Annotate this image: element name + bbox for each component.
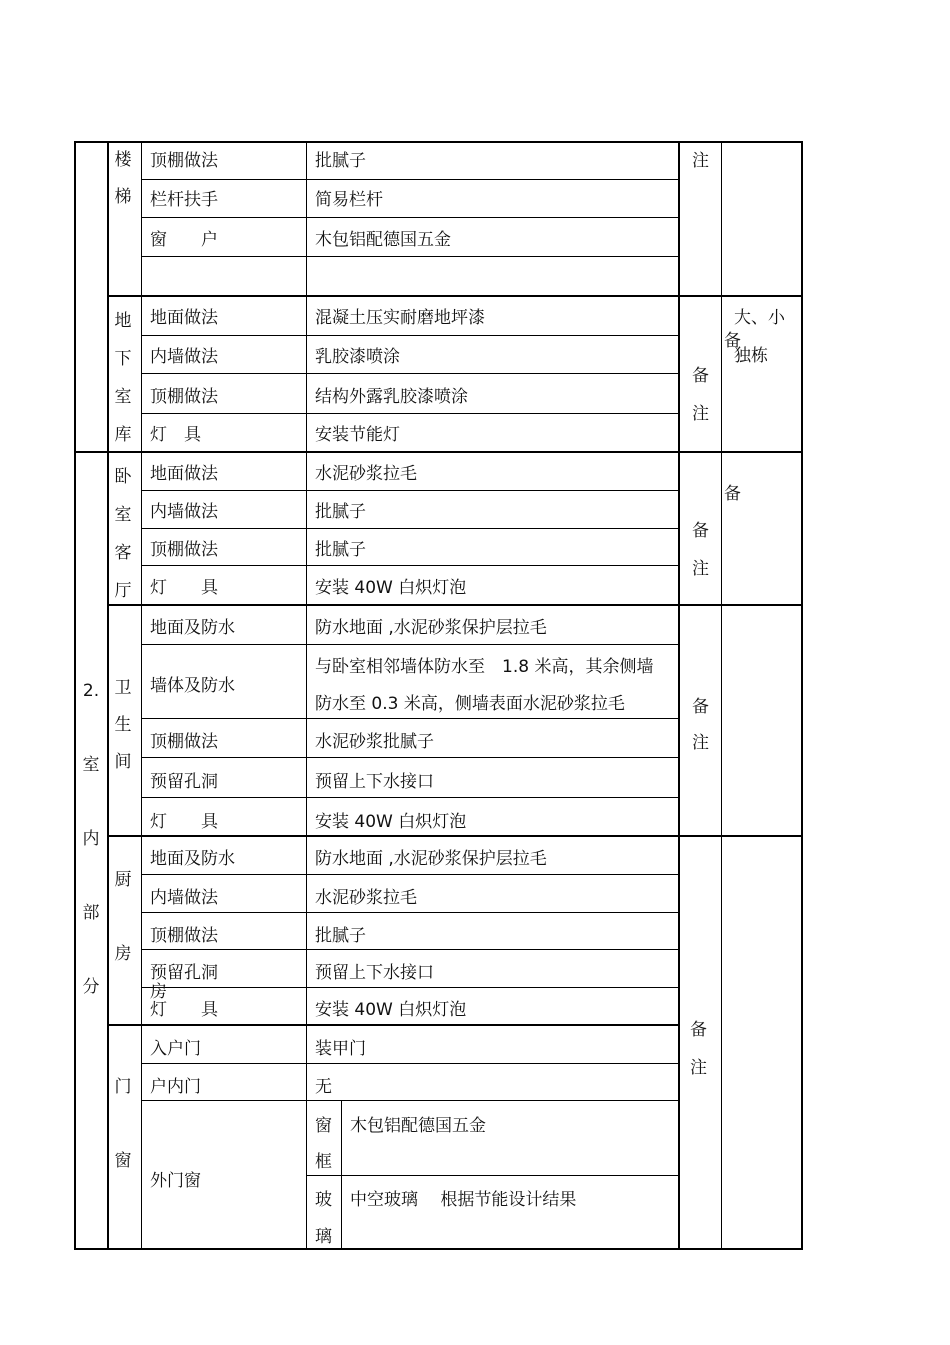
spec-value: 预留上下水接口 (315, 772, 434, 792)
spec-value: 乳胶漆喷涂 (315, 347, 400, 367)
frame-label-char: 窗 (315, 1116, 332, 1136)
section-char: 分 (82, 977, 100, 997)
spec-value: 批腻子 (315, 151, 366, 171)
group-char: 厨 (114, 870, 132, 890)
spec-value: 预留上下水接口 (315, 963, 434, 983)
item-label: 墙体及防水 (150, 676, 235, 696)
spec-value: 批腻子 (315, 926, 366, 946)
overlap-text: 房 (150, 982, 167, 1002)
spec-value: 装甲门 (315, 1039, 366, 1059)
spec-value: 中空玻璃 根据节能设计结果 (350, 1190, 577, 1210)
note-char: 注 (692, 404, 709, 424)
spec-value: 简易栏杆 (315, 190, 383, 210)
remark-text: 备 (724, 331, 741, 351)
spec-value: 木包铝配德国五金 (350, 1116, 486, 1136)
section-char: 2. (82, 681, 100, 701)
item-label: 地面做法 (150, 464, 218, 484)
note-char: 注 (692, 733, 709, 753)
group-char: 室 (114, 387, 132, 407)
group-char: 地 (114, 311, 132, 331)
kitchen-group-label (108, 862, 138, 973)
section-char: 部 (82, 903, 100, 923)
item-label: 地面及防水 (150, 849, 235, 869)
bedroom-group-label (108, 458, 138, 610)
spec-value: 无 (315, 1077, 332, 1097)
basement-group-label (108, 302, 138, 454)
spec-value: 水泥砂浆拉毛 (315, 464, 417, 484)
item-label: 灯 具 (150, 425, 201, 445)
item-label: 外门窗 (150, 1171, 201, 1191)
remark-text: 备 (724, 484, 741, 504)
item-label: 顶棚做法 (150, 926, 218, 946)
item-label: 顶棚做法 (150, 387, 218, 407)
item-label: 顶棚做法 (150, 151, 218, 171)
group-char: 客 (114, 543, 132, 563)
spec-value: 结构外露乳胶漆喷涂 (315, 387, 468, 407)
item-label: 窗 户 (150, 230, 218, 250)
spec-value: 防水地面 ,水泥砂浆保护层拉毛 (315, 618, 547, 638)
group-char: 下 (114, 349, 132, 369)
section-char: 室 (82, 755, 100, 775)
note-char: 注 (692, 559, 709, 579)
item-label: 顶棚做法 (150, 540, 218, 560)
spec-value: 与卧室相邻墙体防水至 1.8 米高，其余侧墙 (315, 657, 654, 677)
item-label: 内墙做法 (150, 347, 218, 367)
item-label: 入户门 (150, 1039, 201, 1059)
item-label: 栏杆扶手 (150, 190, 218, 210)
doors-group-label (108, 1069, 138, 1180)
spec-value: 安装 40W 白炽灯泡 (315, 1000, 467, 1020)
group-char: 生 (114, 715, 132, 735)
glass-label-char: 璃 (315, 1227, 332, 1247)
group-char: 厅 (114, 581, 132, 601)
item-label: 内墙做法 (150, 888, 218, 908)
group-char: 梯 (114, 187, 132, 207)
note-label: 注 (692, 151, 709, 171)
bathroom-group-label (108, 670, 138, 781)
remark-text: 大、小 (734, 308, 785, 328)
spec-value: 木包铝配德国五金 (315, 230, 451, 250)
group-char: 窗 (114, 1151, 132, 1171)
group-char: 室 (114, 505, 132, 525)
item-label: 预留孔洞 (150, 963, 218, 983)
spec-value: 安装 40W 白炽灯泡 (315, 812, 467, 832)
spec-value: 防水地面 ,水泥砂浆保护层拉毛 (315, 849, 547, 869)
note-char: 备 (692, 521, 709, 541)
note-char: 备 (692, 697, 709, 717)
spec-value: 水泥砂浆拉毛 (315, 888, 417, 908)
group-char: 卧 (114, 467, 132, 487)
item-label: 灯 具 (150, 1000, 218, 1020)
spec-value: 防水至 0.3 米高，侧墙表面水泥砂浆拉毛 (315, 694, 625, 714)
glass-label-char: 玻 (315, 1190, 332, 1210)
spec-value: 水泥砂浆批腻子 (315, 732, 434, 752)
item-label: 内墙做法 (150, 502, 218, 522)
item-label: 预留孔洞 (150, 772, 218, 792)
item-label: 户内门 (150, 1077, 201, 1097)
group-char: 库 (114, 425, 132, 445)
item-label: 地面做法 (150, 308, 218, 328)
spec-value: 安装 40W 白炽灯泡 (315, 578, 467, 598)
item-label: 灯 具 (150, 812, 218, 832)
spec-value: 批腻子 (315, 540, 366, 560)
spec-value: 混凝土压实耐磨地坪漆 (315, 308, 485, 328)
spec-value: 安装节能灯 (315, 425, 400, 445)
section-label (76, 676, 106, 1046)
note-char: 备 (692, 366, 709, 386)
stairs-group-label (108, 142, 138, 216)
group-char: 房 (114, 944, 132, 964)
item-label: 顶棚做法 (150, 732, 218, 752)
remark-text: 独栋 (734, 346, 768, 366)
group-char: 间 (114, 752, 132, 772)
spec-value: 批腻子 (315, 502, 366, 522)
note-char: 备 (690, 1020, 707, 1040)
frame-label-char: 框 (315, 1152, 332, 1172)
section-char: 内 (82, 829, 100, 849)
note-char: 注 (690, 1058, 707, 1078)
group-char: 卫 (114, 678, 132, 698)
item-label: 地面及防水 (150, 618, 235, 638)
item-label: 灯 具 (150, 578, 218, 598)
group-char: 楼 (114, 150, 132, 170)
group-char: 门 (114, 1077, 132, 1097)
